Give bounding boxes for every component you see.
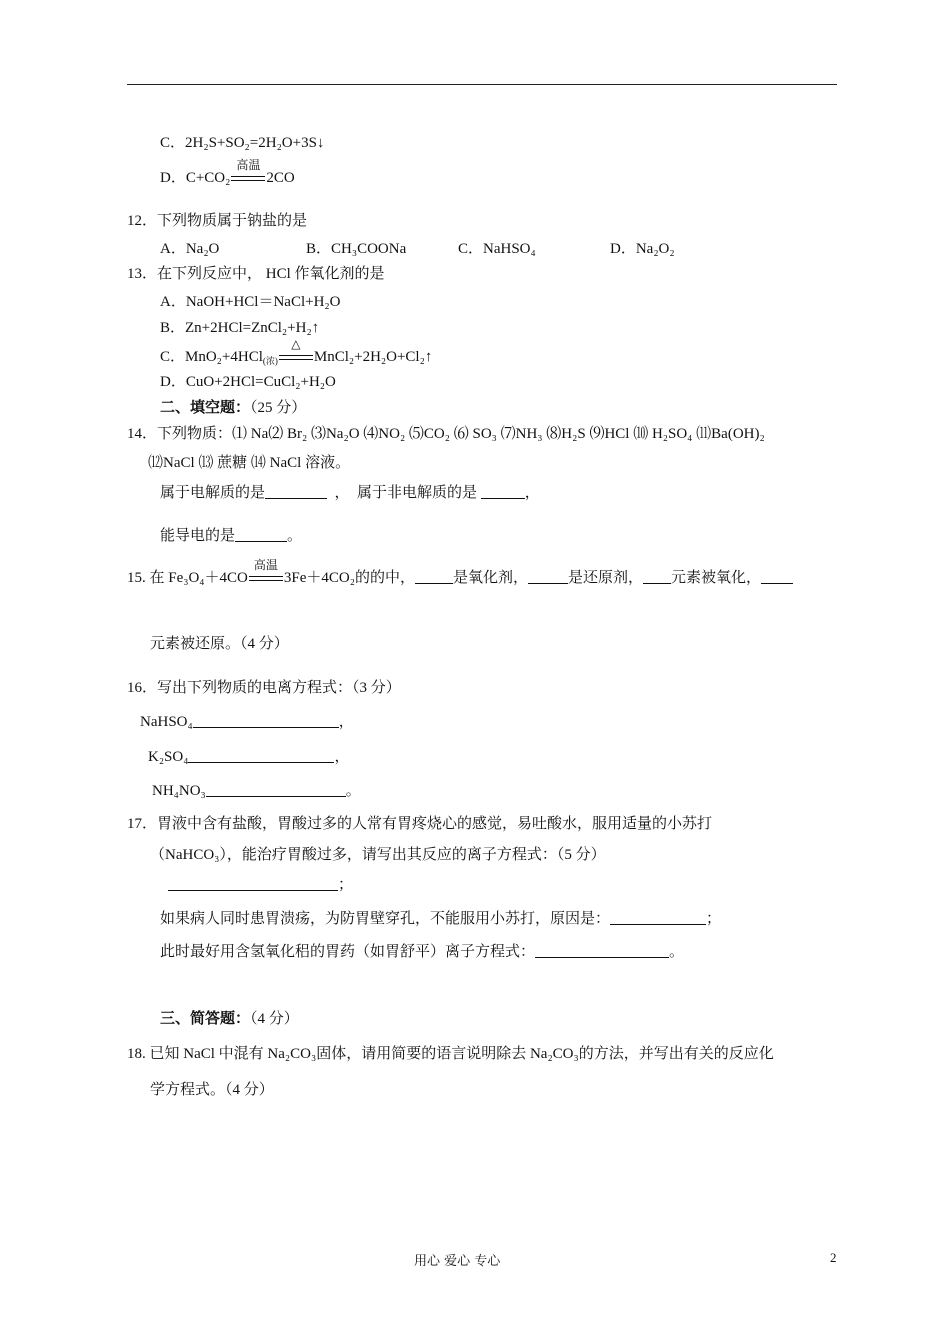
q12-stem: 12．下列物质属于钠盐的是 (127, 213, 308, 229)
section-score: （4 分） (250, 1011, 299, 1027)
q13-option-d: D．CuO+2HCl=CuCl₂+H₂O (160, 374, 336, 390)
q12-option-b: B．CH₃COONa (306, 241, 407, 257)
page-number: 2 (830, 1250, 837, 1265)
sep: ； (706, 911, 722, 927)
q13-stem: 13．在下列反应中， HCl 作氧化剂的是 (127, 266, 385, 282)
q17-line4 (160, 910, 721, 928)
q12-option-a: A．Na₂O (160, 241, 220, 257)
answer-blank[interactable] (535, 943, 669, 958)
q14-nonelectrolyte-label: 属于非电解质的是 (357, 485, 478, 501)
answer-blank[interactable] (235, 527, 287, 542)
q18-line1: 18. 已知 NaCl 中混有 Na₂CO₃固体，请用简要的语言说明除去 Na₂CO₃的方法，并写出有关的反应化 (127, 1046, 774, 1062)
q11-option-c: C．2H₂S+SO₂=2H₂O+3S↓ (160, 135, 325, 151)
reaction-condition-arrow (231, 158, 265, 182)
answer-blank[interactable] (188, 748, 334, 763)
reaction-condition-arrow (249, 558, 283, 582)
q13-c-reactants: C．MnO₂+4HCl (160, 349, 263, 365)
formula: NH₄NO₃ (152, 783, 206, 799)
q16-item-k2so4 (148, 748, 349, 766)
q13-c-concentrated: (浓) (262, 356, 278, 366)
q14-blank-line2 (160, 527, 302, 545)
q15-line2: 元素被还原。（4 分） (150, 636, 289, 652)
q15-line1 (127, 558, 793, 587)
q16-item-nahso4 (140, 713, 354, 731)
header-rule (127, 84, 837, 85)
sep: ， (334, 749, 350, 765)
period: 。 (669, 944, 685, 960)
q13-option-b: B．Zn+2HCl=ZnCl₂+H₂↑ (160, 320, 320, 336)
q18-line2: 学方程式。（4 分） (150, 1082, 274, 1098)
q17-ionic-label: 此时最好用含氢氧化稆的胃药（如胃舒平）离子方程式： (160, 944, 536, 960)
q15-oxidant: 是氧化剂， (452, 570, 528, 586)
q15-reactants: 15. 在 Fe₃O₄＋4CO (127, 570, 248, 586)
condition-text: 高温 (253, 558, 278, 572)
section-title: 三、简答题： (160, 1011, 251, 1027)
q13-option-a: A．NaOH+HCl＝NaCl+H₂O (160, 294, 341, 310)
q16-item-nh4no3 (152, 782, 361, 800)
answer-blank[interactable] (643, 569, 671, 584)
q15-products: 3Fe＋4CO₂的的中， (283, 570, 415, 586)
section-3-heading (160, 1010, 299, 1028)
section-2-heading (160, 399, 306, 417)
q17-reason-label: 如果病人同时患胃溃疡，为防胃壁穿孔，不能服用小苏打，原因是： (160, 911, 611, 927)
q15-reductant: 是还原剂， (567, 570, 643, 586)
reaction-condition-arrow (279, 337, 313, 361)
answer-blank[interactable] (168, 876, 338, 891)
q14-stem-line1: 14．下列物质：⑴ Na⑵ Br₂ ⑶Na₂O ⑷NO₂ ⑸CO₂ ⑹ SO₃ ⑺NH₃ ⑻H₂S ⑼HCl ⑽ H₂SO₄ ⑾Ba(OH)₂ (127, 426, 765, 442)
q15-oxidized: 元素被氧化， (671, 570, 762, 586)
q11-option-d (160, 158, 295, 187)
period: 。 (345, 783, 361, 799)
answer-blank[interactable] (265, 484, 327, 499)
q14-electrolyte-label: 属于电解质的是 (160, 485, 266, 501)
q16-stem: 16．写出下列物质的电离方程式：（3 分） (127, 680, 401, 696)
answer-blank[interactable] (528, 569, 568, 584)
sep: ， (524, 485, 540, 501)
answer-blank[interactable] (415, 569, 453, 584)
formula: NaHSO₄ (140, 714, 193, 730)
heat-symbol: △ (291, 337, 301, 351)
q11-d-reactants: D．C+CO₂ (160, 170, 231, 186)
answer-blank[interactable] (193, 713, 339, 728)
answer-blank[interactable] (206, 782, 346, 797)
section-score: （25 分） (250, 400, 307, 416)
q14-stem-line2: ⑿NaCl ⒀ 蔗糖 ⒁ NaCl 溶液。 (148, 455, 351, 471)
footer-motto: 用心 爱心 专心 (414, 1254, 501, 1269)
q17-line1: 17．胃液中含有盐酸，胃酸过多的人常有胃疼烧心的感觉，易吐酸水，服用适量的小苏打 (127, 816, 713, 832)
q17-line5 (160, 943, 684, 961)
q12-option-d: D．Na₂O₂ (610, 241, 675, 257)
answer-blank[interactable] (481, 484, 525, 499)
q12-option-c: C．NaHSO₄ (458, 241, 536, 257)
sep: ， (334, 485, 350, 501)
sep: ， (338, 714, 354, 730)
q13-c-products: MnCl₂+2H₂O+Cl₂↑ (313, 349, 433, 365)
formula: K₂SO₄ (148, 749, 189, 765)
answer-blank[interactable] (610, 910, 706, 925)
condition-text: 高温 (236, 158, 261, 172)
q11-d-products: 2CO (266, 170, 295, 186)
section-title: 二、填空题： (160, 400, 251, 416)
q17-line2: （NaHCO₃），能治疗胃酸过多，请写出其反应的离子方程式：（5 分） (150, 847, 606, 863)
q14-conductive-label: 能导电的是 (160, 528, 236, 544)
q13-option-c (160, 337, 433, 370)
answer-blank[interactable] (761, 569, 793, 584)
period: 。 (287, 528, 303, 544)
q17-line3 (168, 876, 353, 894)
q14-blank-line1 (160, 484, 540, 502)
sep: ； (338, 877, 354, 893)
